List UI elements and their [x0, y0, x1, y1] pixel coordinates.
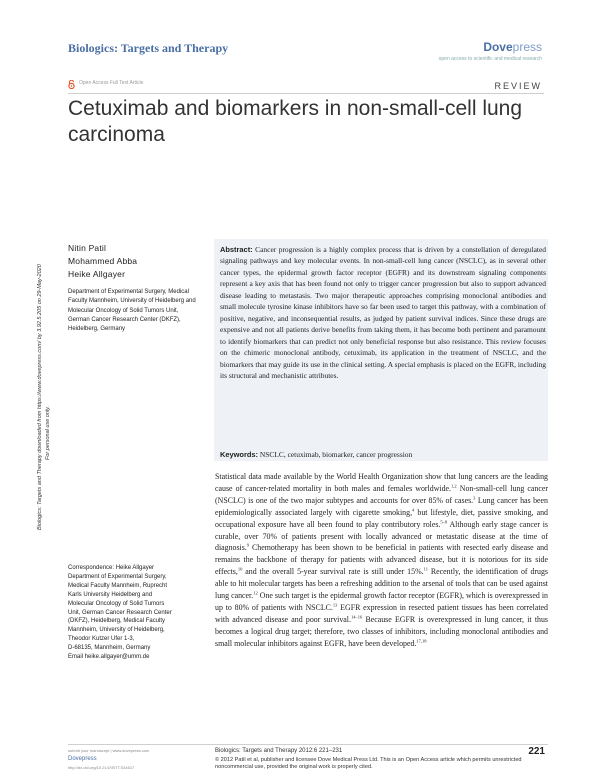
correspondence-line: Department of Experimental Surgery,	[68, 573, 167, 580]
author-3: Heike Allgayer	[68, 269, 126, 279]
correspondence-line: Karls University Heidelberg and	[68, 591, 153, 598]
citation-ref[interactable]: 12	[253, 590, 258, 596]
citation-ref[interactable]: 13	[332, 602, 338, 608]
citation-ref[interactable]: 14–16	[350, 614, 363, 620]
abstract-label: Abstract:	[220, 245, 253, 254]
copyright-notice: © 2012 Patil et al, publisher and licensee Dove Medical Press Ltd. This is an Open Access article which permits unrestricted noncommercial use, provided the original work is properly cited.	[215, 757, 522, 771]
sentence: Because EGFR is overexpressed in lung cancer, it thus becomes a logical drug target; therefore, two classes of inhibitors, including monoclonal antibodies and small molecular inhibitors against EGFR, have been developed.	[215, 614, 548, 648]
publisher-name-light: press	[512, 40, 542, 54]
download-watermark	[36, 150, 76, 530]
sentence: Statistical data made available by the World Health Organization show that lung cancers are the leading cause of cancer-related mortality in both males and females worldwide.	[215, 472, 548, 493]
footer-publisher-logo: Dovepress	[68, 756, 97, 762]
sentence: Non-small-cell lung cancer (NSCLC) is one of the two major subtypes and accounts for over 85% of cases.	[215, 483, 548, 505]
footer-divider	[68, 744, 548, 745]
abstract-text: Cancer progression is a highly complex process that is driven by a constellation of deregulated signaling pathways and key molecular events. In non-small-cell lung cancer (NSCLC), as in several other cancer types, the epidermal growth factor receptor (EGFR) and its downstream signaling components represent a key axis that has been found not only to trigger cancer progression but also to support advanced disease leading to metastasis. Two major therapeutic approaches comprising monoclonal antibodies and small molecule tyrosine kinase inhibitors have so far been used to target this pathway, with a combination of positive, negative, and inconsequential results, as judged by patient survival indices. Since these drugs are expensive and not all patients derive benefits from taking them, it has become both pertinent and paramount to identify biomarkers that can predict not only beneficial response but also resistance. This review focuses on the chimeric monoclonal antibody, cetuximab, its application in the treatment of NSCLC, and the biomarkers that may guide its use in the clinical setting. A special emphasis is placed on the EGFR, including its structural and mechanistic attributes.	[220, 245, 546, 380]
sentence: Although early stage cancer is curable, over 70% of patients present with locally advanced or metastatic disease at the time of diagnosis.	[215, 519, 548, 553]
open-access-label: Open Access Full Text Article	[79, 80, 144, 86]
sentence: and the overall 5-year survival rate is still under 15%.	[242, 567, 424, 577]
keywords	[220, 450, 546, 460]
citation-ref[interactable]: 9	[246, 542, 250, 548]
author-2: Mohammed Abba	[68, 256, 138, 266]
correspondence-line: Medical Faculty Mannheim, Ruprecht	[68, 582, 168, 589]
article-type: REVIEW	[494, 81, 542, 91]
correspondence-line: Correspondence: Heike Allgayer	[68, 565, 155, 571]
correspondence-line: Mannheim, University of Heidelberg,	[68, 627, 165, 634]
keywords-label: Keywords:	[220, 450, 259, 459]
sentence: One such target is the epidermal growth factor receptor (EGFR), which is overexpressed in up to 80% of patients with NSCLC.	[215, 591, 549, 612]
citation-ref[interactable]: 4	[412, 507, 415, 513]
correspondence-line: D-68135, Mannheim, Germany	[68, 645, 151, 652]
sentence: but lifestyle, diet, passive smoking, and occupational exposure have all been found to play contributory roles.	[215, 507, 548, 529]
submit-manuscript-link[interactable]: submit your manuscript | www.dovepress.com	[68, 748, 150, 753]
abstract	[220, 244, 546, 381]
sentence: Chemotherapy has been shown to be beneficial in patients with resected early disease and remains the backbone of therapy for patients with advanced disease, but it is notorious for its side effects,	[215, 543, 548, 577]
correspondence	[68, 564, 198, 662]
sentence: Lung cancer has been epidemiologically associated largely with cigarette smoking,	[215, 495, 548, 517]
keywords-text: NSCLC, cetuximab, biomarker, cancer progression	[259, 450, 413, 459]
publisher-logo	[483, 40, 542, 54]
citation-ref[interactable]: 5–8	[440, 519, 448, 524]
page-number: 221	[528, 746, 545, 757]
download-note: Biologics: Targets and Therapy downloaded from https://www.dovepress.com/ by 3.92.5.205 on 29-May-2020	[37, 264, 43, 530]
open-access-icon	[68, 80, 75, 89]
header-divider	[68, 93, 544, 94]
citation-ref[interactable]: 3	[473, 495, 476, 501]
sentence: Recently, the identification of drugs able to hit molecular targets has been a refreshing addition to the arsenal of tools that can be used against lung cancer.	[215, 567, 548, 601]
citation-ref[interactable]: 1,2	[451, 483, 457, 489]
author-1: Nitin Patil	[68, 243, 107, 253]
correspondence-line: Theodor Kutzer Ufer 1-3,	[68, 636, 135, 643]
correspondence-line: Molecular Oncology of Solid Tumors	[68, 600, 165, 607]
citation-ref[interactable]: 17,18	[416, 638, 427, 644]
article-title: Cetuximab and biomarkers in non-small-cell lung carcinoma	[68, 97, 523, 146]
correspondence-line: Unit, German Cancer Research Center	[68, 609, 172, 616]
journal-citation: Biologics: Targets and Therapy 2012:6 221–231	[215, 748, 343, 754]
publisher-tagline: open access to scientific and medical research	[438, 56, 542, 62]
publisher-name-bold: Dove	[483, 40, 513, 54]
sentence: EGFR expression in resected patient tissues has been correlated with advanced disease and poor survival.	[215, 602, 548, 624]
citation-ref[interactable]: 11	[423, 566, 428, 572]
correspondence-email[interactable]: Email heike.allgayer@umm.de	[68, 654, 150, 661]
citation-ref[interactable]: 10	[237, 566, 243, 572]
doi-link[interactable]: http://dx.doi.org/10.2147/BTT.S34617	[68, 765, 135, 770]
affiliation: Department of Experimental Surgery, Medical Faculty Mannheim, University of Heidelberg and Molecular Oncology of Solid Tumors Unit, German Cancer Research Center (DKFZ), Heidelberg, Germany	[68, 289, 196, 333]
personal-use-note: For personal use only.	[45, 405, 51, 460]
correspondence-line: (DKFZ), Heidelberg, Medical Faculty	[68, 618, 166, 625]
journal-name: Biologics: Targets and Therapy	[68, 41, 229, 55]
body-paragraph	[215, 471, 548, 650]
